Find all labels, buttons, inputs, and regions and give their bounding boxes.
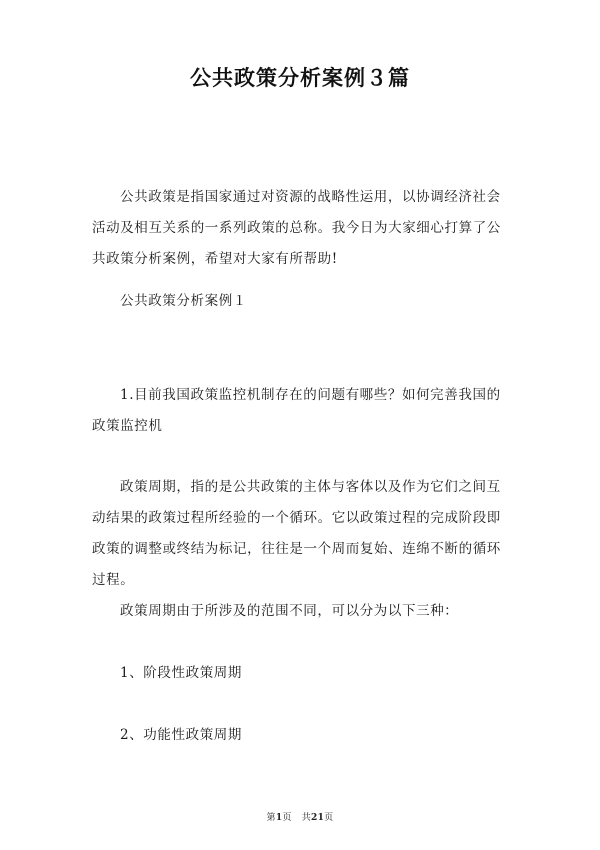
list-item: 2、功能性政策周期 xyxy=(120,727,242,743)
total-pages: 21 xyxy=(311,813,325,823)
total-prefix: 共 xyxy=(301,813,312,823)
case1-heading: 公共政策分析案例１ xyxy=(120,293,247,309)
cycle-scope-paragraph: 政策周期由于所涉及的范围不同，可以分为以下三种： xyxy=(120,603,459,619)
total-suffix: 页 xyxy=(324,813,334,823)
page-prefix: 第 xyxy=(266,813,276,823)
policy-cycle-paragraph: 政策周期，指的是公共政策的主体与客体以及作为它们之间互动结果的政策过程所经验的一个循环。它以政策过程的完成阶段即政策的调整或终结为标记，往往是一个周而复始、连绵不断的循环过程。 xyxy=(92,479,501,588)
question1-paragraph: 1.目前我国政策监控机制存在的问题有哪些？如何完善我国的政策监控机 xyxy=(92,387,501,434)
page-suffix: 页 xyxy=(282,813,292,823)
document-title: 公共政策分析案例３篇 xyxy=(190,66,410,90)
intro-paragraph: 公共政策是指国家通过对资源的战略性运用，以协调经济社会活动及相互关系的一系列政策的总称。我今日为大家细心打算了公共政策分析案例，希望对大家有所帮助! xyxy=(92,189,501,267)
page-footer xyxy=(0,810,600,823)
page-number: 1 xyxy=(275,813,283,823)
list-item: 1、阶段性政策周期 xyxy=(120,665,242,681)
